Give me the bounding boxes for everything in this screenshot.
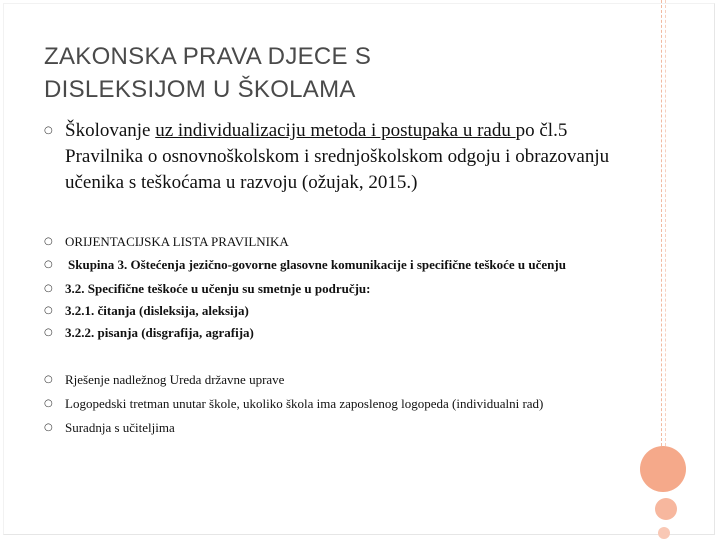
list-item-text: Logopedski tretman unutar škole, ukoliko škola ima zaposlenog logopeda (individualni rad) <box>65 396 544 411</box>
bullet-icon: ○ <box>44 374 53 385</box>
title-line-2: DISLEKSIJOM U ŠKOLAMA <box>44 76 356 103</box>
title-line-1: ZAKONSKA PRAVA DJECE S <box>44 43 372 70</box>
list-item-text <box>65 118 635 196</box>
decorative-rule <box>661 0 662 446</box>
slide-title <box>44 40 644 106</box>
list-item-text: 3.2.2. pisanja (disgrafija, agrafija) <box>65 325 254 340</box>
bullet-icon: ○ <box>44 236 53 247</box>
bullet-icon: ○ <box>44 283 53 294</box>
decorative-circle <box>658 527 670 539</box>
bullet-icon: ○ <box>44 327 53 338</box>
bullet-icon: ○ <box>44 305 53 316</box>
main-rest: po čl.5 Pravilnika o osnovnoškolskom i srednjoškolskom odgoju i obrazovanju učenika s teškoćama u razvoju (ožujak, 2015.) <box>65 120 610 193</box>
list-item-text: 3.2.1. čitanja (disleksija, aleksija) <box>65 303 249 318</box>
decorative-circle <box>655 498 677 520</box>
main-underlined: uz individualizaciju metoda i postupaka u radu <box>155 120 516 141</box>
bullet-icon: ○ <box>44 422 53 433</box>
main-prefix: Školovanje <box>65 120 156 141</box>
list-item-text: 3.2. Specifične teškoće u učenju su smetnje u području: <box>65 281 371 296</box>
decorative-circle <box>640 446 686 492</box>
bullet-icon: ○ <box>44 398 53 409</box>
decorative-rule <box>665 0 666 446</box>
list-item-text: Rješenje nadležnog Ureda državne uprave <box>65 372 285 387</box>
list-item-text: Skupina 3. Oštećenja jezično-govorne glasovne komunikacije i specifične teškoće u učenju <box>68 257 566 272</box>
bullet-icon: ○ <box>44 125 53 136</box>
list-item-text: ORIJENTACIJSKA LISTA PRAVILNIKA <box>65 234 289 249</box>
bullet-icon: ○ <box>44 259 53 270</box>
list-item-text: Suradnja s učiteljima <box>65 420 175 435</box>
